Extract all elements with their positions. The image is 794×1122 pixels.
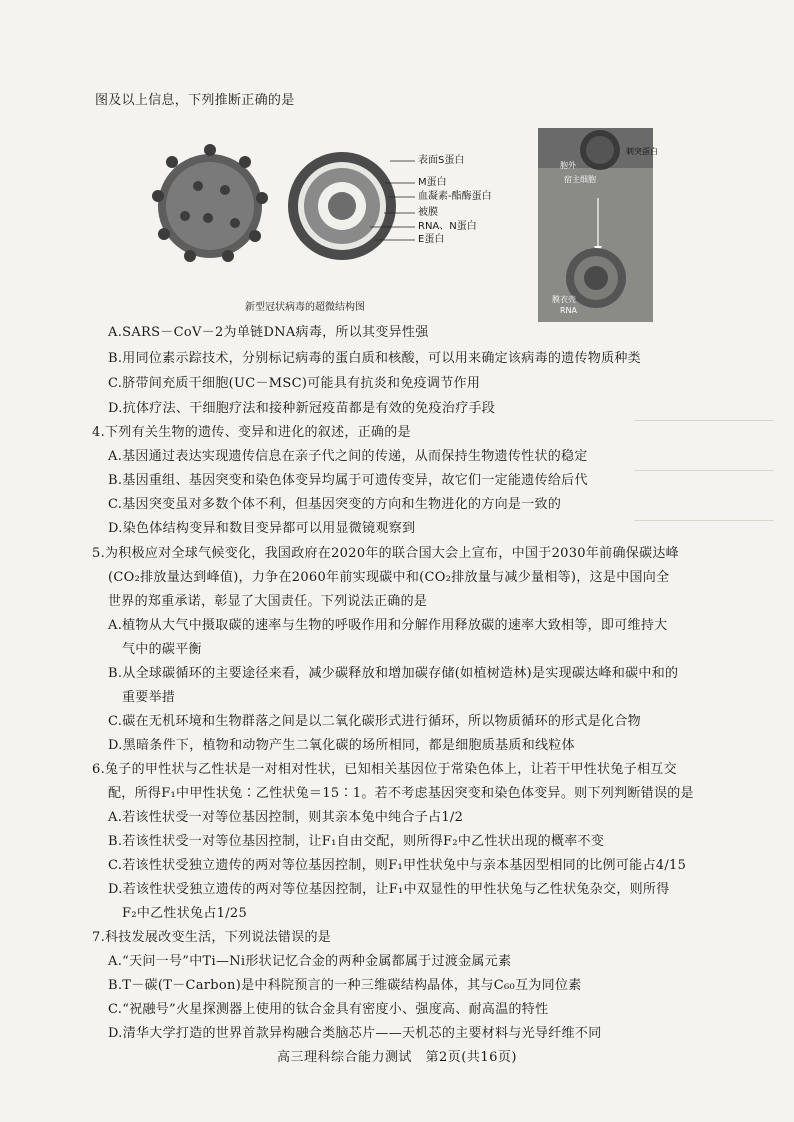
question-intro: 图及以上信息，下列推断正确的是 bbox=[95, 93, 295, 108]
q4-option-c: C.基因突变虽对多数个体不利，但基因突变的方向和生物进化的方向是一致的 bbox=[108, 497, 562, 512]
label-shell: 膜衣壳 bbox=[552, 295, 576, 304]
virus-cross-section-icon bbox=[288, 152, 396, 260]
label-e-protein: E蛋白 bbox=[418, 234, 445, 245]
label-rna: RNA bbox=[560, 306, 578, 315]
bleed-through-line bbox=[634, 470, 774, 471]
label-outside: 胞外 bbox=[560, 161, 576, 170]
label-surface-s-protein: 表面S蛋白 bbox=[418, 155, 465, 166]
q6-stem-line1: 6.兔子的甲性状与乙性状是一对相对性状，已知相关基因位于常染色体上，让若干甲性状兔子相互交 bbox=[92, 762, 677, 777]
q3-option-d: D.抗体疗法、干细胞疗法和接种新冠疫苗都是有效的免疫治疗手段 bbox=[108, 401, 496, 416]
q6-option-b: B.若该性状受一对等位基因控制，让F₁自由交配，则所得F₂中乙性状出现的概率不变 bbox=[108, 834, 605, 849]
q3-option-c: C.脐带间充质干细胞(UC－MSC)可能具有抗炎和免疫调节作用 bbox=[108, 376, 481, 391]
q7-stem: 7.科技发展改变生活，下列说法错误的是 bbox=[92, 930, 332, 945]
q5-option-b-line2: 重要举措 bbox=[122, 690, 176, 705]
page-footer: 高三理科综合能力测试 第2页(共16页) bbox=[277, 1050, 517, 1065]
q6-option-a: A.若该性状受一对等位基因控制，则其亲本兔中纯合子占1/2 bbox=[108, 810, 464, 825]
q5-option-d: D.黑暗条件下，植物和动物产生二氧化碳的场所相同，都是细胞质基质和线粒体 bbox=[108, 738, 575, 753]
q5-stem-line3: 世界的郑重承诺，彰显了大国责任。下列说法正确的是 bbox=[108, 594, 428, 609]
label-spike-protein: 刺突蛋白 bbox=[626, 147, 658, 156]
q6-option-d-line1: D.若该性状受独立遗传的两对等位基因控制，让F₁中双显性的甲性状兔与乙性状兔杂交，则所得 bbox=[108, 882, 670, 897]
virus-exterior-icon bbox=[152, 144, 268, 262]
q4-option-b: B.基因重组、基因突变和染色体变异均属于可遗传变异，故它们一定能遗传给后代 bbox=[108, 473, 588, 488]
q3-option-a: A.SARS－CoV－2为单链DNA病毒，所以其变异性强 bbox=[108, 325, 429, 340]
label-host-cell: 宿主细胞 bbox=[564, 175, 596, 184]
q4-option-a: A.基因通过表达实现遗传信息在亲子代之间的传递，从而保持生物遗传性状的稳定 bbox=[108, 449, 588, 464]
q6-stem-line2: 配，所得F₁中甲性状兔∶乙性状兔＝15∶1。若不考虑基因突变和染色体变异。则下列判断错误的是 bbox=[108, 786, 694, 801]
q5-option-a-line1: A.植物从大气中摄取碳的速率与生物的呼吸作用和分解作用释放碳的速率大致相等，即可维持大 bbox=[108, 618, 668, 633]
bleed-through-line bbox=[634, 420, 774, 421]
virus-entry-illustration bbox=[538, 128, 653, 322]
virus-illustration bbox=[150, 128, 545, 318]
q5-stem-line2: (CO₂排放量达到峰值)，力争在2060年前实现碳中和(CO₂排放量与减少量相等)，这是中国向全 bbox=[108, 570, 670, 585]
q7-option-c: C.“祝融号”火星探测器上使用的钛合金具有密度小、强度高、耐高温的特性 bbox=[108, 1002, 549, 1017]
q7-option-a: A.“天问一号”中Ti—Ni形状记忆合金的两种金属都属于过渡金属元素 bbox=[108, 954, 512, 969]
virus-figure bbox=[150, 128, 545, 318]
q3-option-b: B.用同位素示踪技术，分别标记病毒的蛋白质和核酸，可以用来确定该病毒的遗传物质种类 bbox=[108, 351, 641, 366]
q5-stem-line1: 5.为积极应对全球气候变化，我国政府在2020年的联合国大会上宣布，中国于2030年前确保碳达峰 bbox=[92, 546, 679, 561]
q6-option-d-line2: F₂中乙性状兔占1/25 bbox=[122, 906, 248, 921]
q5-option-c: C.碳在无机环境和生物群落之间是以二氧化碳形式进行循环，所以物质循环的形式是化合物 bbox=[108, 714, 641, 729]
figure-caption: 新型冠状病毒的超微结构图 bbox=[245, 302, 365, 313]
q4-stem: 4.下列有关生物的遗传、变异和进化的叙述，正确的是 bbox=[92, 425, 411, 440]
label-he-protein: 血凝素-酯酶蛋白 bbox=[418, 191, 492, 202]
label-envelope: 被膜 bbox=[418, 207, 438, 218]
q5-option-b-line1: B.从全球碳循环的主要途径来看，减少碳释放和增加碳存储(如植树造林)是实现碳达峰和碳中和的 bbox=[108, 666, 679, 681]
virus-entry-photo bbox=[538, 128, 658, 322]
q7-option-d: D.清华大学打造的世界首款异构融合类脑芯片——天机芯的主要材料与光导纤维不同 bbox=[108, 1026, 602, 1041]
q7-option-b: B.T－碳(T－Carbon)是中科院预言的一种三维碳结构晶体，其与C₆₀互为同位素 bbox=[108, 978, 582, 993]
q6-option-c: C.若该性状受独立遗传的两对等位基因控制，则F₁甲性状兔中与亲本基因型相同的比例可能占4/15 bbox=[108, 858, 687, 873]
label-m-protein: M蛋白 bbox=[418, 177, 447, 188]
bleed-through-line bbox=[634, 520, 774, 521]
q4-option-d: D.染色体结构变异和数目变异都可以用显微镜观察到 bbox=[108, 521, 416, 536]
label-rna-n-protein: RNA、N蛋白 bbox=[418, 221, 477, 232]
q5-option-a-line2: 气中的碳平衡 bbox=[122, 642, 202, 657]
